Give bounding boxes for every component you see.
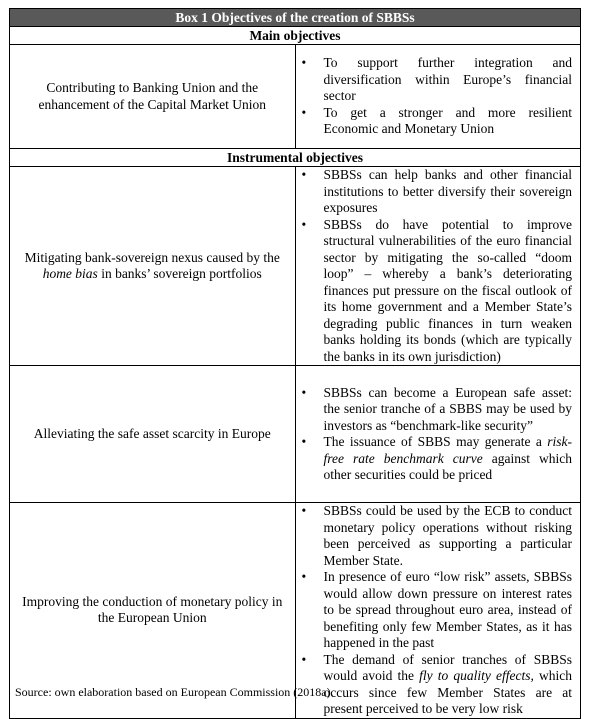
row-1-objective: Contributing to Banking Union and the enhancement of the Capital Market Union: [10, 45, 296, 149]
source-note: Source: own elaboration based on European Commission (2018a).: [15, 685, 334, 699]
objectives-table: [9, 8, 581, 719]
instrumental-objectives-header: Instrumental objectives: [10, 149, 581, 167]
main-objectives-header: Main objectives: [10, 27, 581, 45]
bullet-item: • SBBSs can become a European safe asset: the senior tranche of a SBBS may be used by investors as “benchmark-like security”: [302, 385, 573, 435]
bullet-item: • In presence of euro “low risk” assets, SBBSs would allow down pressure on interest rates to be spread throughout euro area, instead of benefiting only few Member States, as it has happened in the past: [302, 569, 573, 652]
row-4-objective: Improving the conduction of monetary policy in the European Union: [10, 503, 296, 719]
bullet-item: • SBBSs can help banks and other financial institutions to better diversify their sovereign exposures: [302, 167, 573, 217]
bullet-item: • The demand of senior tranches of SBBSs would avoid the fly to quality effects, which occurs since few Member States are at present perceived to be very low risk: [302, 652, 573, 718]
objectives-box: [9, 8, 581, 719]
bullet-item: • SBBSs do have potential to improve structural vulnerabilities of the euro financial sector by mitigating the so-called “doom loop” – whereby a bank’s deteriorating finances put pressure on the fiscal outlook of its home government and a Member State’s degrading public finances in turn weaken banks holding its bonds (which are typically the banks in its own jurisdiction): [302, 217, 573, 366]
row-3-objective: Alleviating the safe asset scarcity in Europe: [10, 366, 296, 503]
row-3-description: [295, 366, 581, 503]
bullet-item: • To get a stronger and more resilient Economic and Monetary Union: [302, 105, 573, 138]
bullet-item: • The issuance of SBBS may generate a risk-free rate benchmark curve against which other securities could be priced: [302, 434, 573, 484]
bullet-item: • SBBSs could be used by the ECB to conduct monetary policy operations without risking been perceived as supporting a particular Member State.: [302, 503, 573, 569]
bullet-item: • To support further integration and diversification within Europe’s financial sector: [302, 55, 573, 105]
row-2-objective: Mitigating bank-sovereign nexus caused by the home bias in banks’ sovereign portfolios: [10, 167, 296, 366]
box-title: Box 1 Objectives of the creation of SBBSs: [10, 9, 581, 27]
row-1-description: [295, 45, 581, 149]
row-2-description: [295, 167, 581, 366]
row-4-description: [295, 503, 581, 719]
